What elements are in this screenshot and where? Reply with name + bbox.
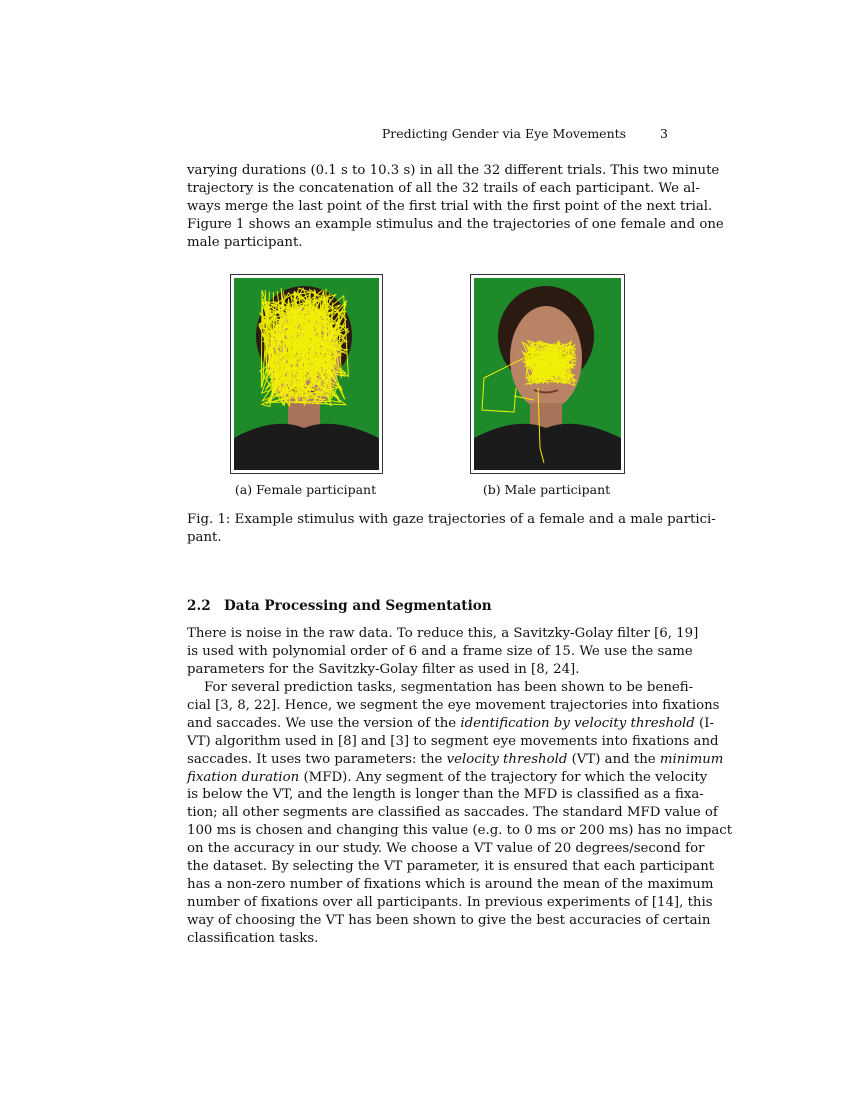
running-head [186, 126, 668, 141]
caption-line: Fig. 1: Example stimulus with gaze trajectories of a female and a male partici- [187, 512, 716, 527]
text-line: 100 ms is chosen and changing this value (e.g. to 0 ms or 200 ms) has no impact [187, 823, 733, 839]
figure-male [470, 274, 625, 474]
text-line: For several prediction tasks, segmentation has been shown to be benefi- [204, 680, 694, 695]
intro-paragraph [187, 162, 724, 252]
text-line [187, 769, 708, 787]
text-span: (I- [699, 715, 714, 731]
text-line: is used with polynomial order of 6 and a frame size of 15. We use the same [187, 643, 693, 659]
text-line: VT) algorithm used in [8] and [3] to segment eye movements into fixations and [187, 733, 719, 749]
text-line: varying durations (0.1 s to 10.3 s) in all the 32 different trials. This two minute [187, 163, 720, 178]
text-line [187, 715, 714, 733]
section-heading [187, 598, 492, 614]
text-line: number of fixations over all participants. In previous experiments of [14], this [187, 894, 713, 910]
term-vt: velocity threshold [446, 751, 568, 767]
text-line: ways merge the last point of the first trial with the first point of the next trial. [187, 198, 713, 214]
section-number: 2.2 [187, 598, 211, 614]
term-ivt: identification by velocity threshold [460, 715, 695, 731]
running-title: Predicting Gender via Eye Movements [381, 126, 627, 141]
subcaption-b: (b) Male participant [482, 482, 611, 497]
stimulus-photo-male [474, 278, 621, 470]
gaze-trajectory [523, 341, 577, 386]
text-line: on the accuracy in our study. We choose a VT value of 20 degrees/second for [187, 841, 705, 857]
text-line: the dataset. By selecting the VT parameter, it is ensured that each participant [187, 859, 715, 875]
text-span: (VT) and the [571, 751, 656, 767]
term-minimum: minimum [659, 751, 724, 767]
text-line: parameters for the Savitzky-Golay filter as used in [8, 24]. [187, 661, 580, 677]
text-span: saccades. It uses two parameters: the [187, 751, 443, 767]
text-line: way of choosing the VT has been shown to give the best accuracies of certain [187, 912, 711, 928]
page-number: 3 [660, 126, 668, 141]
term-mfd: fixation duration [187, 769, 300, 785]
caption-line: pant. [187, 530, 222, 545]
text-line: cial [3, 8, 22]. Hence, we segment the eye movement trajectories into fixations [187, 697, 720, 713]
text-line: trajectory is the concatenation of all the 32 trails of each participant. We al- [187, 180, 700, 196]
text-line: male participant. [187, 234, 303, 250]
text-line: Figure 1 shows an example stimulus and the trajectories of one female and one [187, 216, 724, 232]
subcaption-a: (a) Female participant [234, 482, 377, 497]
text-line: classification tasks. [187, 930, 319, 946]
paragraph-segmentation [187, 679, 733, 948]
section-title: Data Processing and Segmentation [224, 598, 492, 614]
paragraph-noise [187, 625, 699, 679]
text-line: is below the VT, and the length is longer than the MFD is classified as a fixa- [187, 787, 704, 803]
text-line: There is noise in the raw data. To reduce this, a Savitzky-Golay filter [6, 19] [187, 626, 699, 641]
text-line: has a non-zero number of fixations which is around the mean of the maximum [187, 876, 714, 892]
figure-female [230, 274, 383, 474]
text-line [187, 751, 724, 769]
text-span: (MFD). Any segment of the trajectory for which the velocity [303, 769, 708, 785]
figure-caption [187, 511, 716, 547]
text-span: and saccades. We use the version of the [187, 715, 457, 731]
text-line: tion; all other segments are classified as saccades. The standard MFD value of [187, 805, 718, 821]
stimulus-photo-female [234, 278, 379, 470]
